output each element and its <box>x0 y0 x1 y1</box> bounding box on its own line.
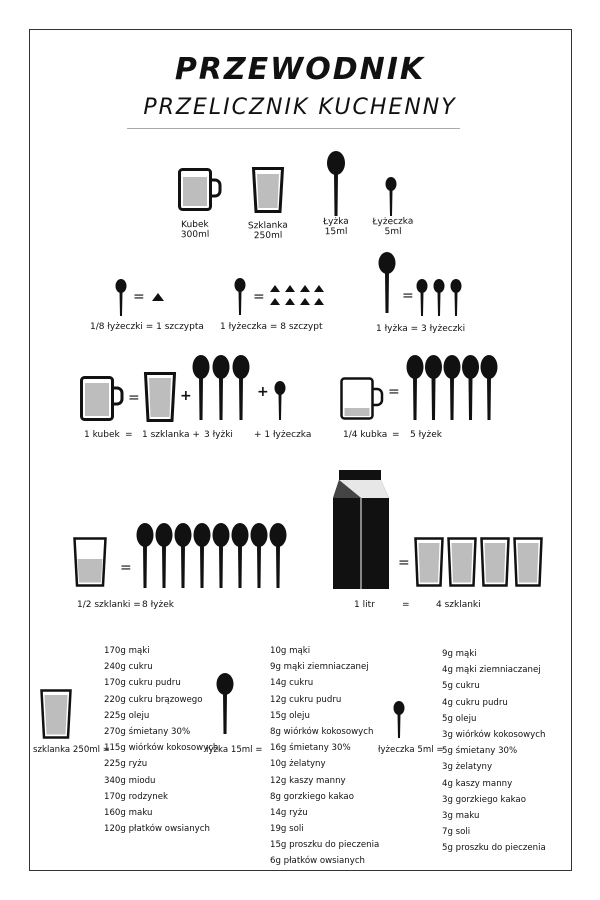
lyzek5-label: 5 łyżek <box>410 430 442 440</box>
list-item: 4g cukru pudru <box>442 697 508 708</box>
szklanka-list-label: szklanka 250ml = <box>33 745 110 755</box>
list-item: 10g żelatyny <box>270 759 326 770</box>
kubek1-label: 1 kubek <box>84 430 120 440</box>
list-item: 170g cukru pudru <box>104 678 181 689</box>
plus-sign: + <box>180 388 192 404</box>
list-item: 7g soli <box>442 827 471 838</box>
equals-sign: = <box>128 390 140 406</box>
tablespoons-icon <box>192 355 250 421</box>
teaspoons-icon <box>416 279 462 317</box>
eq2-label: = <box>392 430 400 440</box>
equals-sign: = <box>253 289 265 305</box>
page-subtitle: PRZELICZNIK KUCHENNY <box>143 95 457 120</box>
list-item: 16g śmietany 30% <box>270 743 351 754</box>
szczypt8-equation: 1 łyżeczka = 8 szczypt <box>220 322 323 332</box>
glass-half-icon <box>73 537 107 587</box>
szczypta-equation: 1/8 łyżeczki = 1 szczypta <box>90 322 204 332</box>
milk-carton-icon <box>333 470 389 590</box>
list-item: 12g kaszy manny <box>270 775 346 786</box>
list-item: 19g soli <box>270 824 304 835</box>
lyzek8-label: 8 łyżek <box>142 600 174 610</box>
list-item: 3g gorzkiego kakao <box>442 794 526 805</box>
szklanka1-label: 1 szklanka + <box>142 430 200 440</box>
list-item: 15g oleju <box>270 710 310 721</box>
equals-sign: = <box>388 384 400 400</box>
teaspoon-icon <box>384 177 398 217</box>
glass-icon <box>252 167 284 213</box>
title-divider <box>127 128 460 129</box>
pinch-icon <box>152 293 164 301</box>
lyzeczka-label: Łyżeczka 5ml <box>372 216 414 238</box>
list-item: 170g rodzynek <box>104 791 168 802</box>
szklanka-label: Szklanka 250ml <box>247 220 288 242</box>
list-item: 9g mąki ziemniaczanej <box>270 662 369 673</box>
teaspoon-icon <box>114 279 128 317</box>
list-item: 270g śmietany 30% <box>104 726 191 737</box>
tablespoon-icon <box>325 151 347 217</box>
szklanki4-label: 4 szklanki <box>436 600 481 610</box>
list-item: 12g cukru pudru <box>270 694 342 705</box>
list-item: 15g proszku do pieczenia <box>270 840 380 851</box>
list-item: 5g proszku do pieczenia <box>442 843 546 854</box>
list-item: 160g maku <box>104 807 153 818</box>
lyzeczka-list-label: łyżeczka 5ml = <box>378 745 444 755</box>
lyzka-list-label: łyżka 15ml = <box>206 745 263 755</box>
glasses-icon <box>414 537 544 587</box>
lyzka-list <box>270 643 379 870</box>
szklanki12-label: 1/2 szklanki = <box>77 600 141 610</box>
list-item: 4g kaszy manny <box>442 778 513 789</box>
plus-sign: + <box>257 384 269 400</box>
glass-icon <box>40 689 72 739</box>
list-item: 5g cukru <box>442 681 480 692</box>
lyzka3-equation: 1 łyżka = 3 łyżeczki <box>376 324 466 334</box>
list-item: 8g gorzkiego kakao <box>270 791 354 802</box>
list-item: 14g ryżu <box>270 807 308 818</box>
pinches-icon <box>270 284 324 306</box>
list-item: 5g oleju <box>442 713 477 724</box>
szklanka-list <box>104 643 218 837</box>
tablespoons-icon <box>136 523 288 589</box>
lyzki3-label: 3 łyżki <box>204 430 233 440</box>
list-item: 4g mąki ziemniaczanej <box>442 665 541 676</box>
equals-sign: = <box>398 555 410 571</box>
glass-icon <box>144 372 176 422</box>
equals-sign: = <box>402 288 414 304</box>
mug-icon <box>178 168 223 213</box>
list-item: 3g wiórków kokosowych <box>442 729 546 740</box>
equals-sign: = <box>133 289 145 305</box>
lyzeczka1-label: + 1 łyżeczka <box>254 430 312 440</box>
teaspoon-icon <box>392 701 406 739</box>
equals-sign: = <box>120 560 132 576</box>
list-item: 6g płatków owsianych <box>270 856 365 867</box>
list-item: 220g cukru brązowego <box>104 694 203 705</box>
list-item: 225g oleju <box>104 710 150 721</box>
list-item: 240g cukru <box>104 662 153 673</box>
tablespoon-icon <box>377 252 397 314</box>
list-item: 170g mąki <box>104 646 150 656</box>
list-item: 3g maku <box>442 810 480 821</box>
tablespoons-icon <box>406 355 498 421</box>
list-item: 115g wiórków kokosowych <box>104 743 219 754</box>
teaspoon-icon <box>273 381 287 421</box>
list-item: 3g żelatyny <box>442 762 493 773</box>
kubka14-label: 1/4 kubka <box>343 430 388 440</box>
eq3-label: = <box>402 600 410 610</box>
page-title: PRZEWODNIK <box>174 52 426 87</box>
teaspoon-icon <box>233 278 247 316</box>
lyzeczka-list <box>442 646 546 856</box>
list-item: 10g mąki <box>270 646 311 656</box>
mug-icon <box>80 376 126 422</box>
lyzka-label: Łyżka 15ml <box>322 216 349 238</box>
mug-quarter-icon <box>340 377 384 421</box>
list-item: 120g płatków owsianych <box>104 824 210 835</box>
list-item: 5g śmietany 30% <box>442 746 518 757</box>
eq1-label: = <box>125 430 133 440</box>
list-item: 340g miodu <box>104 775 156 786</box>
litr-label: 1 litr <box>354 600 375 610</box>
list-item: 8g wiórków kokosowych <box>270 726 374 737</box>
kubek-label: Kubek 300ml <box>180 219 210 241</box>
tablespoon-icon <box>215 673 235 735</box>
list-item: 14g cukru <box>270 678 314 689</box>
list-item: 9g mąki <box>442 649 477 659</box>
list-item: 225g ryżu <box>104 759 148 770</box>
